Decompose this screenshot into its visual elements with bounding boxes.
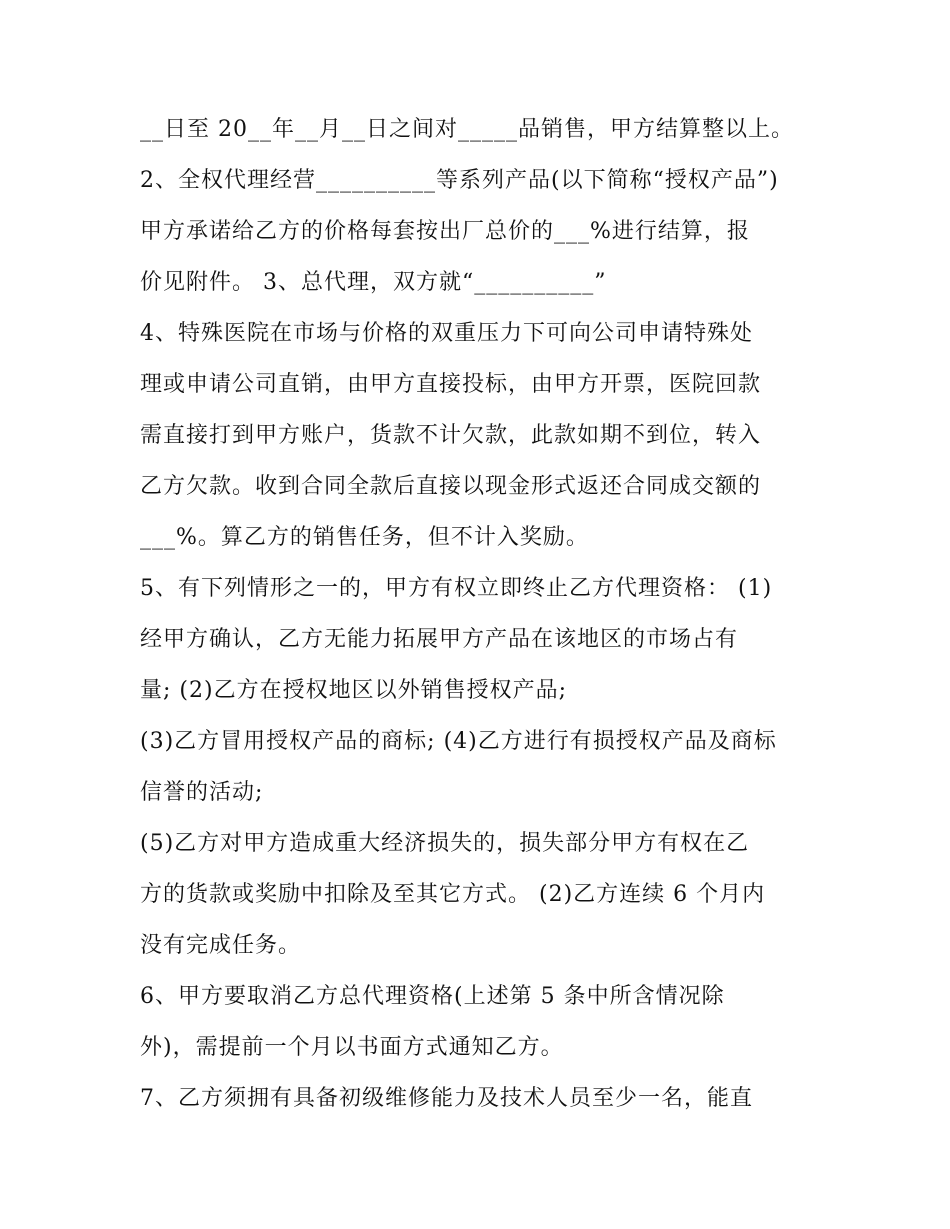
- text-line: 乙方欠款。收到合同全款后直接以现金形式返还合同成交额的: [140, 474, 762, 499]
- text-line: 5、有下列情形之一的，甲方有权立即终止乙方代理资格： (1): [140, 576, 773, 601]
- text-line: 理或申请公司直销，由甲方直接投标，由甲方开票，医院回款: [140, 372, 762, 397]
- text-line: 外)，需提前一个月以书面方式通知乙方。: [140, 1035, 564, 1060]
- text-line: __日至 20__年__月__日之间对_____品销售，甲方结算整以上。: [140, 117, 794, 142]
- text-line: 6、甲方要取消乙方总代理资格(上述第 5 条中所含情况除: [140, 984, 725, 1009]
- text-line: 经甲方确认，乙方无能力拓展甲方产品在该地区的市场占有: [140, 627, 739, 652]
- text-line: 价见附件。 3、总代理，双方就“__________”: [140, 270, 607, 295]
- text-line: 没有完成任务。: [140, 933, 302, 958]
- text-line: (5)乙方对甲方造成重大经济损失的，损失部分甲方有权在乙: [140, 831, 750, 856]
- text-line: ___%。算乙方的销售任务，但不计入奖励。: [140, 525, 589, 550]
- text-line: 信誉的活动;: [140, 780, 264, 805]
- text-line: (3)乙方冒用授权产品的商标; (4)乙方进行有损授权产品及商标: [140, 729, 777, 754]
- text-line: 需直接打到甲方账户，货款不计欠款，此款如期不到位，转入: [140, 423, 762, 448]
- text-line: 7、乙方须拥有具备初级维修能力及技术人员至少一名，能直: [140, 1086, 753, 1111]
- text-line: 量; (2)乙方在授权地区以外销售授权产品;: [140, 678, 567, 703]
- text-line: 方的货款或奖励中扣除及至其它方式。 (2)乙方连续 6 个月内: [140, 882, 766, 907]
- document-body: [140, 109, 830, 1129]
- text-line: 4、特殊医院在市场与价格的双重压力下可向公司申请特殊处: [140, 321, 753, 346]
- text-line: 甲方承诺给乙方的价格每套按出厂总价的___%进行结算，报: [140, 219, 750, 244]
- text-line: 2、全权代理经营__________等系列产品(以下简称“授权产品”): [140, 168, 779, 193]
